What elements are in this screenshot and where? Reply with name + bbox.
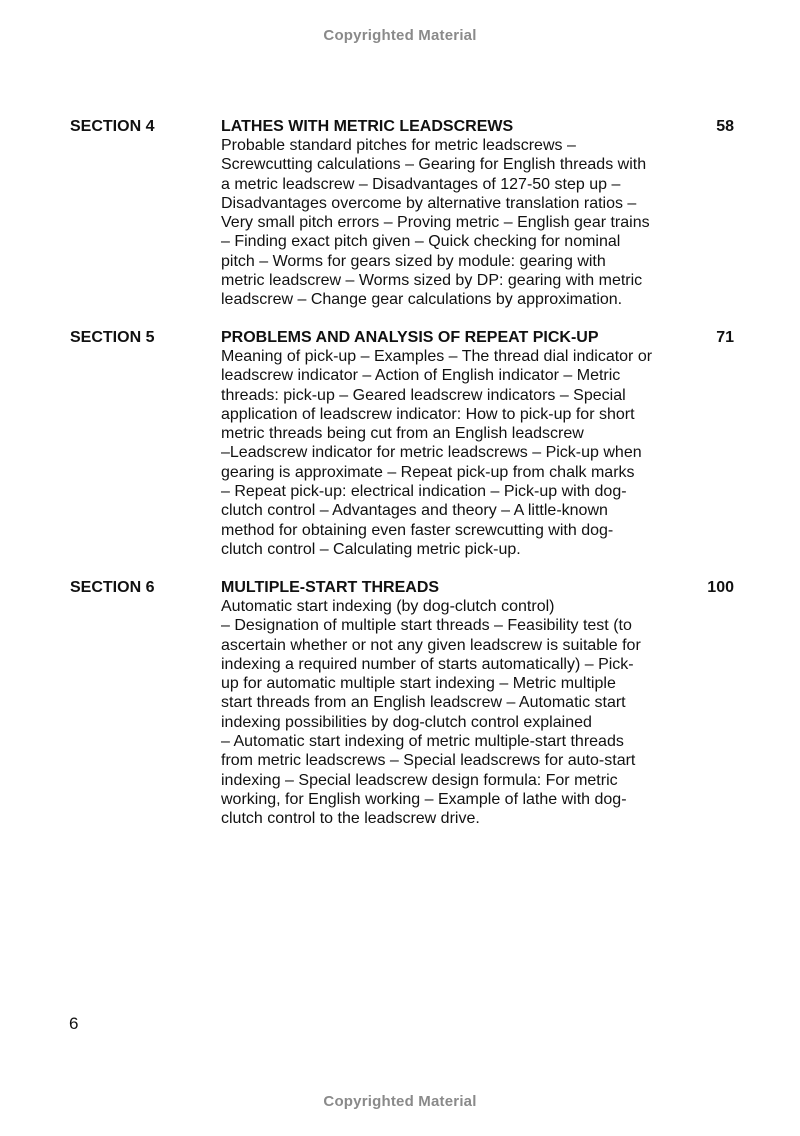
description-line: indexing – Special leadscrew design formula: For metric	[221, 771, 618, 789]
section-body	[221, 328, 691, 559]
description-line: Automatic start indexing (by dog-clutch control)	[221, 598, 555, 615]
description-line: up for automatic multiple start indexing – Metric multiple	[221, 675, 616, 693]
page-number: 6	[69, 1014, 79, 1033]
description-line: Very small pitch errors – Proving metric – English gear trains	[221, 214, 650, 232]
description-line: leadscrew indicator – Action of English indicator – Metric	[221, 367, 621, 385]
section-body	[221, 578, 691, 829]
section-title: LATHES WITH METRIC LEADSCREWS	[221, 118, 514, 135]
description-line: Screwcutting calculations – Gearing for English threads with	[221, 156, 647, 174]
section-label: SECTION 4	[70, 118, 155, 135]
description-line: indexing a required number of starts automatically) – Pick-	[221, 655, 634, 673]
description-line: Meaning of pick-up – Examples – The thread dial indicator or	[221, 348, 653, 365]
section-description	[221, 136, 691, 310]
copyright-watermark-top: Copyrighted Material	[323, 27, 477, 44]
description-line: a metric leadscrew – Disadvantages of 127-50 step up –	[221, 175, 621, 193]
description-line: – Repeat pick-up: electrical indication – Pick-up with dog-	[221, 483, 627, 501]
section-description	[221, 347, 691, 559]
description-line: clutch control to the leadscrew drive.	[221, 810, 480, 828]
description-line: – Automatic start indexing of metric multiple-start threads	[221, 733, 624, 751]
description-line: – Finding exact pitch given – Quick checking for nominal	[221, 233, 621, 251]
section-title: MULTIPLE-START THREADS	[221, 579, 440, 596]
section-page-number: 100	[707, 579, 734, 596]
description-line: threads: pick-up – Geared leadscrew indicators – Special	[221, 386, 626, 404]
description-line: –Leadscrew indicator for metric leadscrews – Pick-up when	[221, 444, 642, 462]
description-line: application of leadscrew indicator: How to pick-up for short	[221, 405, 635, 423]
description-line: method for obtaining even faster screwcutting with dog-	[221, 521, 614, 539]
description-line: leadscrew – Change gear calculations by approximation.	[221, 291, 623, 309]
description-line: ascertain whether or not any given leadscrew is suitable for	[221, 636, 641, 654]
section-label: SECTION 6	[70, 579, 155, 596]
section-label: SECTION 5	[70, 329, 155, 346]
section-description	[221, 597, 691, 829]
description-line: from metric leadscrews – Special leadscrews for auto-start	[221, 752, 636, 770]
description-line: gearing is approximate – Repeat pick-up from chalk marks	[221, 463, 635, 481]
description-line: – Designation of multiple start threads – Feasibility test (to	[221, 617, 632, 635]
copyright-watermark-bottom: Copyrighted Material	[323, 1093, 477, 1110]
description-line: pitch – Worms for gears sized by module: gearing with	[221, 252, 606, 270]
description-line: metric leadscrew – Worms sized by DP: gearing with metric	[221, 272, 643, 290]
section-body	[221, 117, 691, 310]
section-page-number: 58	[716, 118, 734, 135]
section-title: PROBLEMS AND ANALYSIS OF REPEAT PICK-UP	[221, 329, 599, 346]
description-line: Disadvantages overcome by alternative translation ratios –	[221, 194, 637, 212]
description-line: start threads from an English leadscrew – Automatic start	[221, 694, 626, 712]
description-line: Probable standard pitches for metric leadscrews –	[221, 137, 576, 154]
description-line: indexing possibilities by dog-clutch control explained	[221, 713, 592, 731]
description-line: clutch control – Advantages and theory – A little-known	[221, 502, 608, 520]
description-line: working, for English working – Example of lathe with dog-	[221, 790, 627, 808]
description-line: metric threads being cut from an English leadscrew	[221, 425, 584, 443]
section-page-number: 71	[716, 329, 734, 346]
description-line: clutch control – Calculating metric pick-up.	[221, 540, 521, 558]
